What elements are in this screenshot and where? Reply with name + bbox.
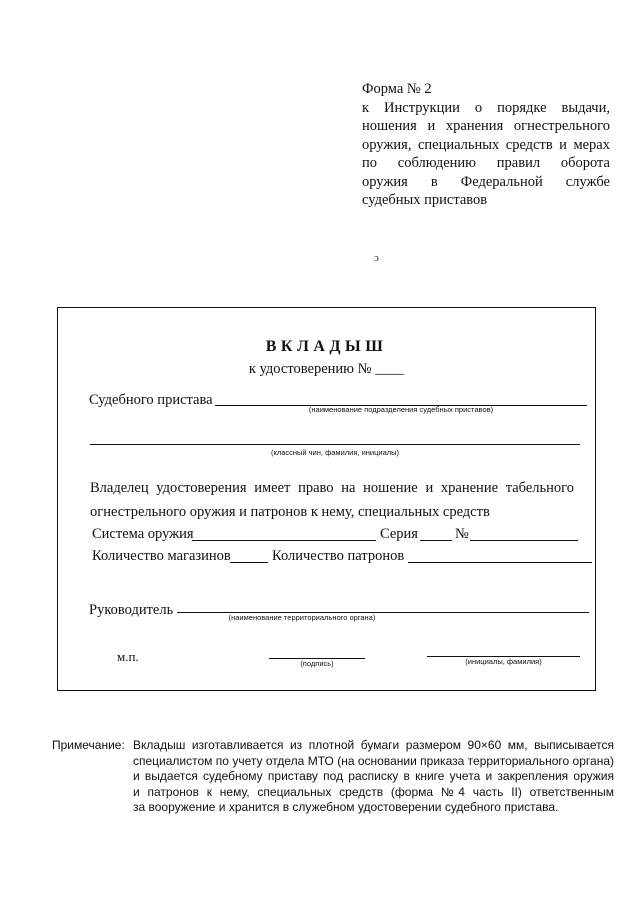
magazines-label: Количество магазинов xyxy=(92,548,231,564)
note-line: за вооружение и хранится в служебном удостоверении судебного пристава. xyxy=(133,800,559,814)
rights-line: Владелец удостоверения имеет право на ношение и хранение табельного xyxy=(90,480,574,496)
form-reference-line: по соблюдению правил оборота xyxy=(362,155,610,171)
form-number: Форма № 2 xyxy=(362,81,432,97)
insert-subtitle: к удостоверению № ____ xyxy=(248,361,405,377)
insert-form-frame xyxy=(57,307,596,691)
number-label: № xyxy=(455,526,469,542)
note-text xyxy=(133,738,614,816)
head-label: Руководитель xyxy=(89,602,174,618)
form-reference-line: судебных приставов xyxy=(362,192,488,208)
form-reference-block xyxy=(362,80,610,210)
number-field[interactable] xyxy=(470,540,578,541)
form-reference-line: оружия в Федеральной службе xyxy=(362,173,610,190)
cartridges-field[interactable] xyxy=(408,562,592,563)
form-reference-line: к Инструкции о порядке выдачи, xyxy=(362,99,610,116)
signature-caption: (подпись) xyxy=(300,659,334,668)
note-line: специалистом по учету отдела МТО (на основании приказа территориального органа) xyxy=(133,753,614,768)
rights-paragraph xyxy=(90,476,574,524)
note-line: и выдается судебному приставу под расписку в книге учета и закрепления оружия xyxy=(133,769,614,783)
bailiff-label: Судебного пристава xyxy=(89,392,213,408)
weapon-system-field[interactable] xyxy=(192,540,376,541)
bailiff-unit-caption: (наименование подразделения судебных приставов) xyxy=(308,405,494,414)
rank-name-caption: (классный чин, фамилия, инициалы) xyxy=(270,448,400,457)
series-label: Серия xyxy=(380,526,418,542)
note-label: Примечание: xyxy=(52,738,125,752)
series-field[interactable] xyxy=(420,540,452,541)
form-reference-line: оружия, специальных средств и мерах xyxy=(362,136,610,153)
weapon-system-label: Система оружия xyxy=(92,526,194,542)
cartridges-label: Количество патронов xyxy=(272,548,405,564)
initials-caption: (инициалы, фамилия) xyxy=(465,657,542,666)
rank-name-field[interactable] xyxy=(90,444,580,445)
magazines-field[interactable] xyxy=(230,562,268,563)
note-line: Вкладыш изготавливается из плотной бумаги размером 90×60 мм, выписывается xyxy=(133,738,614,752)
head-unit-caption: (наименование территориального органа) xyxy=(228,613,376,622)
rights-line: огнестрельного оружия и патронов к нему, специальных средств xyxy=(90,504,490,520)
stray-mark: ɔ xyxy=(374,252,379,264)
insert-title: ВКЛАДЫШ xyxy=(265,338,388,355)
stamp-label: м.п. xyxy=(117,649,139,664)
note-line: и патронов к нему, специальных средств (форма №4 часть II) ответственным xyxy=(133,784,614,799)
form-reference-line: ношения и хранения огнестрельного xyxy=(362,118,610,134)
